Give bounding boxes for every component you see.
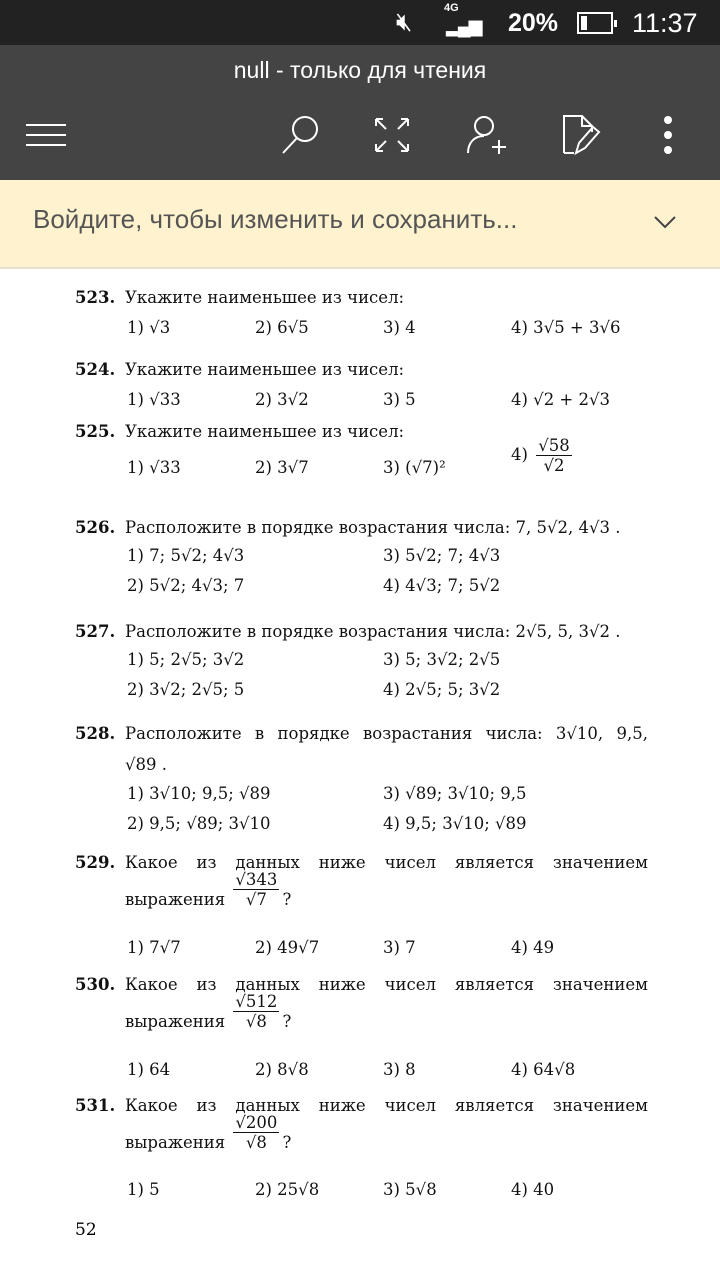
problem-text-cont — [125, 992, 292, 1031]
problem-text-cont — [125, 870, 292, 909]
answer-option: 4) 9,5; 3√10; √89 — [383, 814, 527, 833]
answer-option: 3) 5√8 — [383, 1180, 437, 1199]
answer-option: 1) 5 — [127, 1180, 160, 1199]
more-options-icon[interactable] — [646, 113, 690, 157]
problem-text: Укажите наименьшее из чисел: — [125, 288, 405, 307]
fraction-numerator: √512 — [235, 992, 278, 1011]
edit-document-icon[interactable] — [558, 113, 602, 157]
answer-option: 2) 5√2; 4√3; 7 — [127, 576, 245, 595]
problem-text: Расположите в порядке возрастания числа: 2√5, 5, 3√2 . — [125, 622, 621, 641]
question-mark: ? — [282, 1012, 292, 1031]
page-number: 52 — [75, 1220, 97, 1240]
question-mark: ? — [282, 890, 292, 909]
answer-option: 2) 3√2 — [255, 390, 309, 409]
option-label: 4) — [511, 445, 528, 464]
answer-option: 4) 4√3; 7; 5√2 — [383, 576, 501, 595]
text-cont: выражения — [125, 1012, 226, 1031]
answer-option: 3) 5√2; 7; 4√3 — [383, 546, 501, 565]
answer-option: 3) 4 — [383, 318, 416, 337]
fullscreen-icon[interactable] — [370, 113, 414, 157]
problem-text: Какое из данных ниже чисел является значением — [125, 853, 648, 872]
search-icon[interactable] — [278, 113, 322, 157]
answer-option: 3) (√7)² — [383, 458, 446, 477]
answer-option: 4) 3√5 + 3√6 — [511, 318, 621, 337]
problem-number: 524. — [75, 360, 116, 379]
answer-option — [511, 436, 575, 475]
problem-number: 527. — [75, 622, 116, 641]
answer-option: 4) 40 — [511, 1180, 555, 1199]
problem-text: Расположите в порядке возрастания числа: 7, 5√2, 4√3 . — [125, 518, 621, 537]
answer-option: 3) 7 — [383, 938, 416, 957]
answer-option: 4) √2 + 2√3 — [511, 390, 611, 409]
fraction-denominator: √2 — [543, 456, 565, 475]
answer-option: 3) 5 — [383, 390, 416, 409]
answer-option: 3) √89; 3√10; 9,5 — [383, 784, 527, 803]
answer-option: 2) 9,5; √89; 3√10 — [127, 814, 271, 833]
problem-number: 526. — [75, 518, 116, 537]
problem-text: Укажите наименьшее из чисел: — [125, 360, 405, 379]
answer-option: 1) √33 — [127, 458, 181, 477]
answer-option: 2) 3√2; 2√5; 5 — [127, 680, 245, 699]
problem-number: 531. — [75, 1096, 116, 1115]
answer-option: 1) 7; 5√2; 4√3 — [127, 546, 245, 565]
answer-option: 4) 64√8 — [511, 1060, 576, 1079]
answer-option: 4) 2√5; 5; 3√2 — [383, 680, 501, 699]
fraction-numerator: √343 — [235, 870, 278, 889]
answer-option: 1) 5; 2√5; 3√2 — [127, 650, 245, 669]
document-title: null - только для чтения — [233, 57, 487, 83]
problem-number: 529. — [75, 853, 116, 872]
signal-icon: ▂▄▆ — [446, 16, 481, 36]
problem-text: Укажите наименьшее из чисел: — [125, 422, 405, 441]
fraction-numerator: √58 — [538, 436, 570, 455]
fraction-numerator: √200 — [235, 1113, 278, 1132]
fraction-denominator: √8 — [245, 1133, 267, 1152]
problem-text: Какое из данных ниже чисел является значением — [125, 975, 648, 994]
answer-option: 2) 6√5 — [255, 318, 309, 337]
answer-option: 2) 25√8 — [255, 1180, 320, 1199]
problem-number: 525. — [75, 422, 116, 441]
answer-option: 1) √33 — [127, 390, 181, 409]
answer-option: 2) 8√8 — [255, 1060, 309, 1079]
answer-option: 4) 49 — [511, 938, 555, 957]
problem-text: Какое из данных ниже чисел является значением — [125, 1096, 648, 1115]
text-cont: выражения — [125, 890, 226, 909]
text-cont: √89 . — [125, 755, 167, 774]
text-cont: выражения — [125, 1133, 226, 1152]
fraction-denominator: √8 — [245, 1012, 267, 1031]
answer-option: 2) 49√7 — [255, 938, 320, 957]
menu-icon[interactable] — [24, 113, 68, 157]
sign-in-text: Войдите, чтобы изменить и сохранить... — [33, 204, 518, 234]
question-mark: ? — [282, 1133, 292, 1152]
battery-icon — [577, 12, 613, 34]
problem-text-cont — [125, 1113, 292, 1152]
fraction-denominator: √7 — [245, 890, 267, 909]
sign-in-banner[interactable] — [0, 180, 720, 269]
answer-option: 1) 3√10; 9,5; √89 — [127, 784, 271, 803]
network-type: 4G — [444, 2, 459, 14]
chevron-down-icon[interactable] — [652, 212, 678, 232]
problem-text: Расположите в порядке возрастания числа: 3√10, 9,5, — [125, 724, 648, 743]
problem-number: 530. — [75, 975, 116, 994]
answer-option: 3) 5; 3√2; 2√5 — [383, 650, 501, 669]
problem-number: 523. — [75, 288, 116, 307]
answer-option: 1) √3 — [127, 318, 171, 337]
answer-option: 3) 8 — [383, 1060, 416, 1079]
clock: 11:37 — [632, 8, 698, 38]
answer-option: 2) 3√7 — [255, 458, 309, 477]
status-bar — [0, 0, 720, 45]
problem-number: 528. — [75, 724, 116, 743]
battery-percent: 20% — [508, 9, 559, 37]
answer-option: 1) 7√7 — [127, 938, 181, 957]
answer-option: 1) 64 — [127, 1060, 171, 1079]
share-person-icon[interactable] — [464, 113, 508, 157]
app-toolbar — [0, 45, 720, 180]
problem-text-cont — [125, 755, 167, 774]
mute-icon: 🔇︎ — [396, 6, 413, 36]
